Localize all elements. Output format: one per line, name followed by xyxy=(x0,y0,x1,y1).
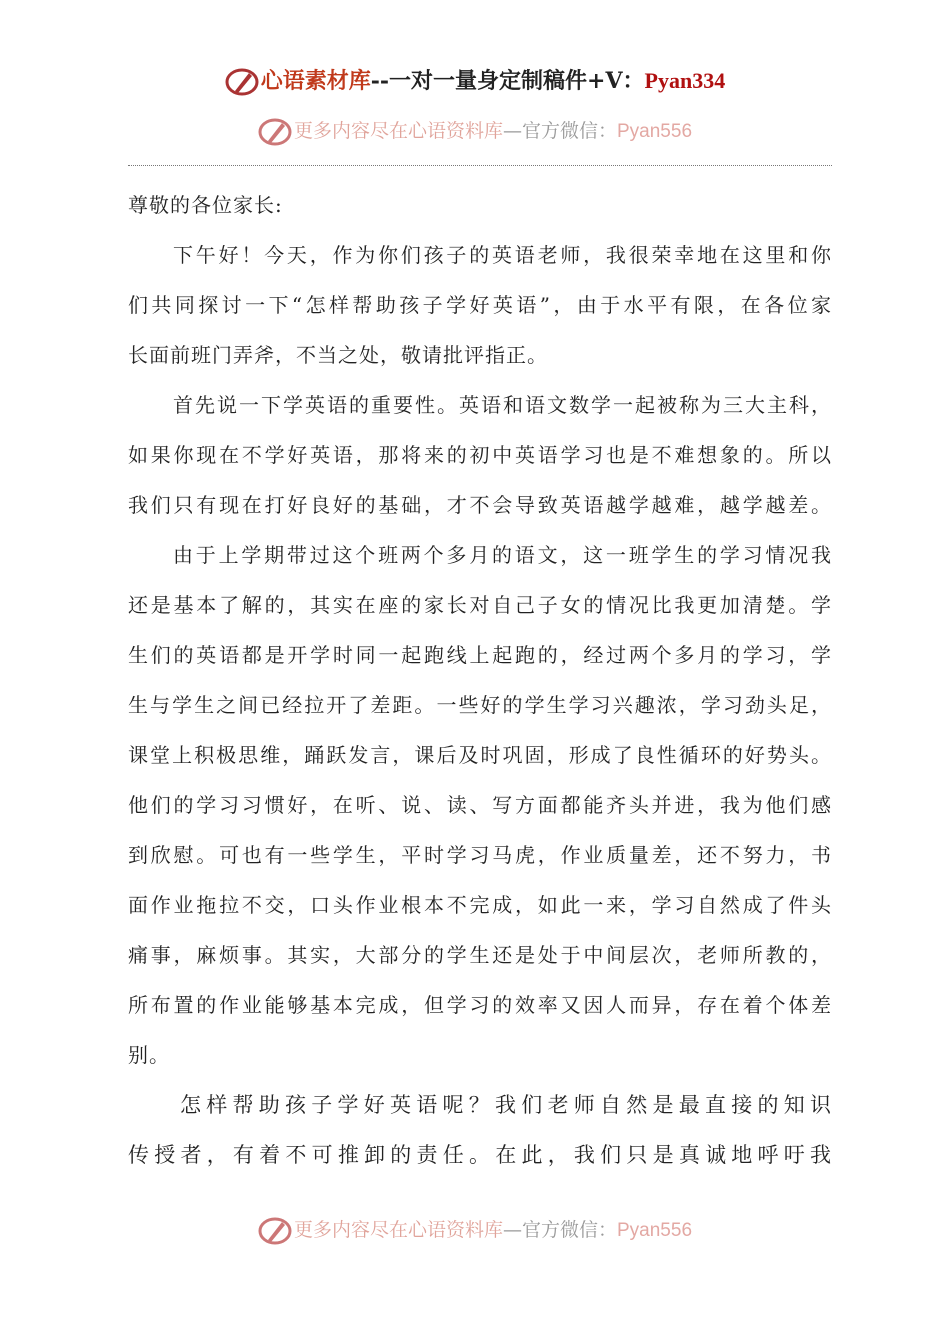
text-line: 别。 xyxy=(128,1043,170,1067)
text-line: 生们的英语都是开学时同一起跑线上起跑的，经过两个多月的学习，学 xyxy=(128,643,832,667)
sub-brand: 更多内容尽在心语资料库 xyxy=(293,120,503,142)
text-line: 首先说一下学英语的重要性。英语和语文数学一起被称为三大主科， xyxy=(173,393,832,417)
text-line: 们共同探讨一下“怎样帮助孩子学好英语”，由于水平有限，在各位家 xyxy=(128,293,832,317)
text-line: 怎样帮助孩子学好英语呢？我们老师自然是最直接的知识 xyxy=(180,1093,832,1117)
footer-watermark xyxy=(0,1215,950,1246)
text-line: 痛事，麻烦事。其实，大部分的学生还是处于中间层次，老师所教的， xyxy=(128,943,832,967)
sub-banner xyxy=(0,116,950,147)
document-body xyxy=(128,180,832,1180)
footer-contact: Pyan556 xyxy=(617,1220,693,1241)
header-divider xyxy=(128,165,832,166)
footer-brand: 更多内容尽在心语资料库 xyxy=(293,1219,503,1241)
text-line: 我们只有现在打好良好的基础，才不会导致英语越学越难，越学越差。 xyxy=(128,493,832,517)
brand-name: 心语素材库 xyxy=(260,68,371,94)
salutation: 尊敬的各位家长: xyxy=(128,193,283,217)
sub-contact: Pyan556 xyxy=(617,121,693,142)
text-line: 由于上学期带过这个班两个多月的语文，这一班学生的学习情况我 xyxy=(173,543,832,567)
text-line: 课堂上积极思维，踊跃发言，课后及时巩固，形成了良性循环的好势头。 xyxy=(128,743,832,767)
text-line: 长面前班门弄斧，不当之处，敬请批评指正。 xyxy=(128,343,548,367)
text-line: 如果你现在不学好英语，那将来的初中英语学习也是不难想象的。所以 xyxy=(128,443,832,467)
sub-label: —官方微信： xyxy=(502,120,617,142)
pen-logo-icon xyxy=(225,67,259,97)
pen-logo-icon xyxy=(258,1216,292,1246)
footer-label: —官方微信： xyxy=(502,1219,617,1241)
text-line: 下午好！今天，作为你们孩子的英语老师，我很荣幸地在这里和你 xyxy=(173,243,832,267)
pen-logo-icon xyxy=(258,117,292,147)
text-line: 到欣慰。可也有一些学生，平时学习马虎，作业质量差，还不努力，书 xyxy=(128,843,832,867)
header-banner xyxy=(0,64,950,97)
text-line: 还是基本了解的，其实在座的家长对自己子女的情况比我更加清楚。学 xyxy=(128,593,832,617)
tagline: --一对一量身定制稿件+V： xyxy=(370,68,645,94)
text-line: 所布置的作业能够基本完成，但学习的效率又因人而异，存在着个体差 xyxy=(128,993,832,1017)
text-line: 生与学生之间已经拉开了差距。一些好的学生学习兴趣浓，学习劲头足， xyxy=(128,693,832,717)
text-line: 他们的学习习惯好，在听、说、读、写方面都能齐头并进，我为他们感 xyxy=(128,793,832,817)
text-line: 传授者，有着不可推卸的责任。在此，我们只是真诚地呼吁我 xyxy=(128,1143,832,1167)
contact-id: Pyan334 xyxy=(644,68,726,93)
text-line: 面作业拖拉不交，口头作业根本不完成，如此一来，学习自然成了件头 xyxy=(128,893,832,917)
